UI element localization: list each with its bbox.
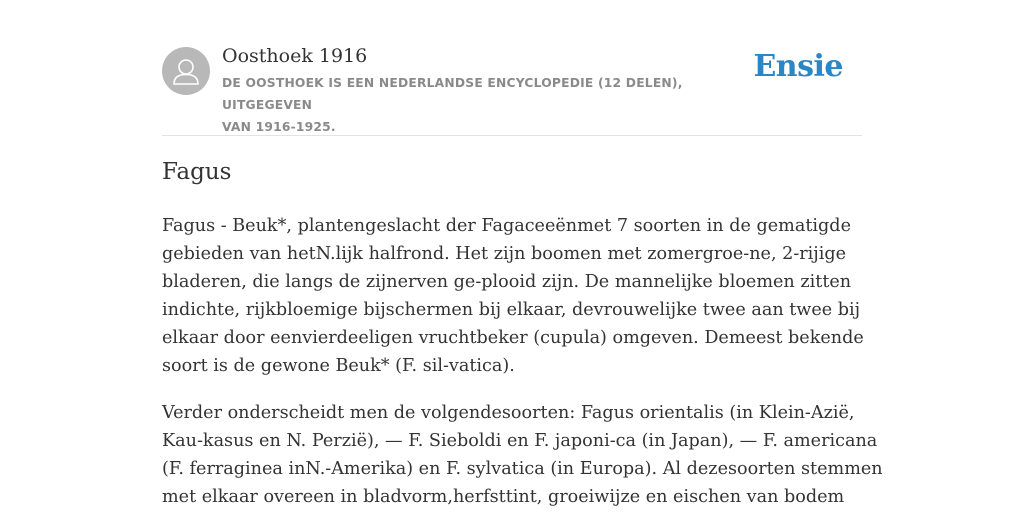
page — [162, 0, 883, 507]
text-line: Kau-kasus en N. Perzië), — F. Sieboldi en F. japoni-ca (in Japan), — F. americana — [162, 431, 878, 451]
text-line: Verder onderscheidt men de volgendesoorten: Fagus orientalis (in Klein-Azië, — [162, 403, 855, 423]
ensie-logo[interactable]: Ensie — [753, 49, 843, 84]
text-line: indichte, rijkbloemige bijschermen bij elkaar, devrouwelijke twee aan twee bij — [162, 300, 861, 320]
source-description-line: DE OOSTHOEK IS EEN NEDERLANDSE ENCYCLOPEDIE (12 DELEN), UITGEGEVEN — [222, 76, 683, 112]
text-line: Fagus - Beuk*, plantengeslacht der Fagaceeënmet 7 soorten in de gematigde — [162, 216, 851, 236]
avatar-silhouette — [162, 47, 210, 95]
text-line: met elkaar overeen in bladvorm,herfsttint, groeiwijze en eischen van bodem — [162, 487, 845, 507]
article-paragraph — [162, 212, 862, 380]
article-body — [162, 212, 883, 530]
source-description-line: VAN 1916-1925. — [222, 120, 336, 134]
text-line: (F. ferraginea inN.-Amerika) en F. sylvatica (in Europa). Al dezesoorten stemmen — [162, 459, 883, 479]
source-description — [222, 72, 762, 138]
source-header — [162, 0, 862, 136]
user-icon[interactable] — [162, 47, 210, 95]
article-title: Fagus — [162, 159, 232, 185]
text-line: bladeren, die langs de zijnerven ge-plooid zijn. De mannelijke bloemen zitten — [162, 272, 852, 292]
source-title[interactable]: Oosthoek 1916 — [222, 45, 368, 67]
article-paragraph — [162, 399, 883, 511]
text-line: elkaar door eenvierdeeligen vruchtbeker (cupula) omgeven. Demeest bekende — [162, 328, 864, 348]
text-line: soort is de gewone Beuk* (F. sil-vatica). — [162, 356, 515, 376]
text-line: gebieden van hetN.lijk halfrond. Het zijn boomen met zomergroe-ne, 2-rijige — [162, 244, 847, 264]
